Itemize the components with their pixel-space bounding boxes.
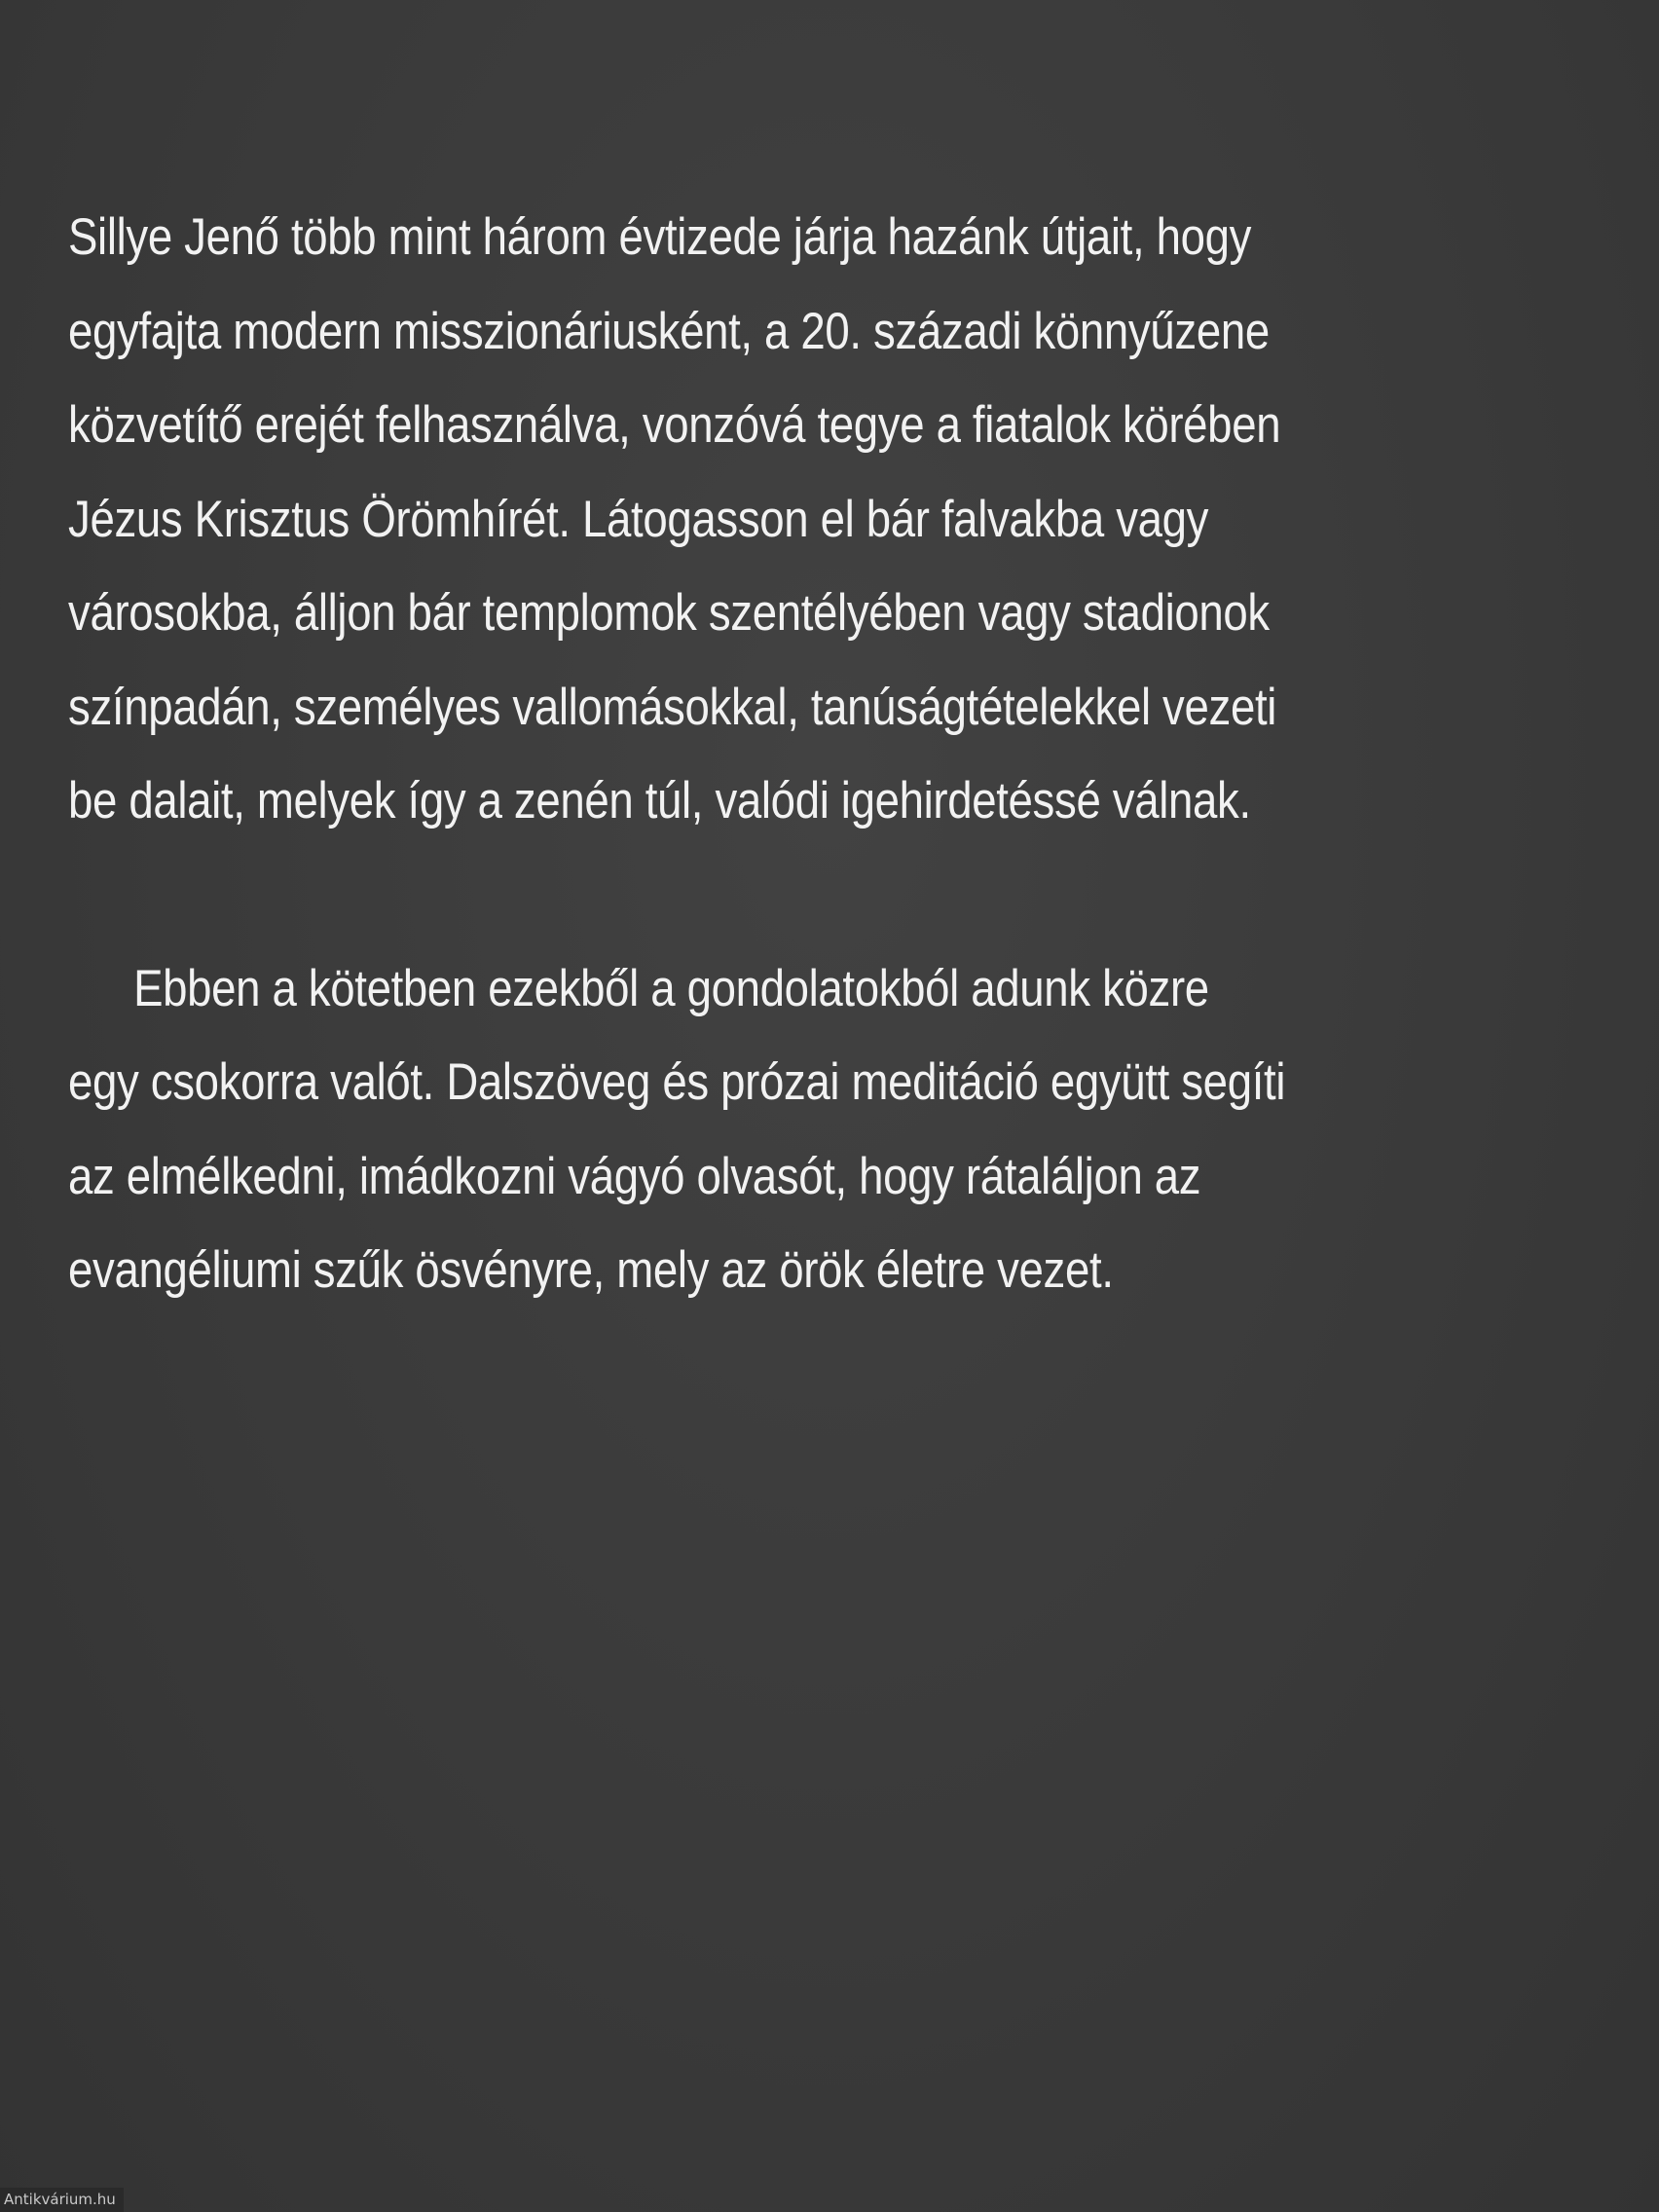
paragraph-1-line-3: közvetítő erejét felhasználva, vonzóvá tegye a fiatalok körében (68, 396, 1281, 454)
paragraph-spacer (68, 849, 1548, 942)
paragraph-2-line-4: evangéliumi szűk ösvényre, mely az örök életre vezet. (68, 1241, 1114, 1299)
paragraph-2-line-3: az elmélkedni, imádkozni vágyó olvasót, hogy rátaláljon az (68, 1147, 1201, 1205)
paragraph-1-line-7: be dalait, melyek így a zenén túl, valódi igehirdetéssé válnak. (68, 772, 1251, 830)
paragraph-2-line-1: Ebben a kötetben ezekből a gondolatokból adunk közre (133, 959, 1209, 1017)
paragraph-1-line-2: egyfajta modern misszionáriusként, a 20. századi könnyűzene (68, 302, 1270, 360)
paragraph-1-line-6: színpadán, személyes vallomásokkal, tanúságtételekkel vezeti (68, 678, 1277, 736)
paragraph-1-line-5: városokba, álljon bár templomok szentélyében vagy stadionok (68, 584, 1270, 642)
watermark-label: Antikvárium.hu (0, 2188, 124, 2212)
paragraph-1 (68, 191, 1548, 849)
paragraph-2 (68, 942, 1548, 1318)
paragraph-1-line-4: Jézus Krisztus Örömhírét. Látogasson el bár falvakba vagy (68, 490, 1209, 548)
paragraph-1-line-1: Sillye Jenő több mint három évtizede járja hazánk útjait, hogy (68, 208, 1252, 266)
blurb-text (68, 191, 1548, 1318)
paragraph-2-line-2: egy csokorra valót. Dalszöveg és prózai meditáció együtt segíti (68, 1053, 1286, 1111)
